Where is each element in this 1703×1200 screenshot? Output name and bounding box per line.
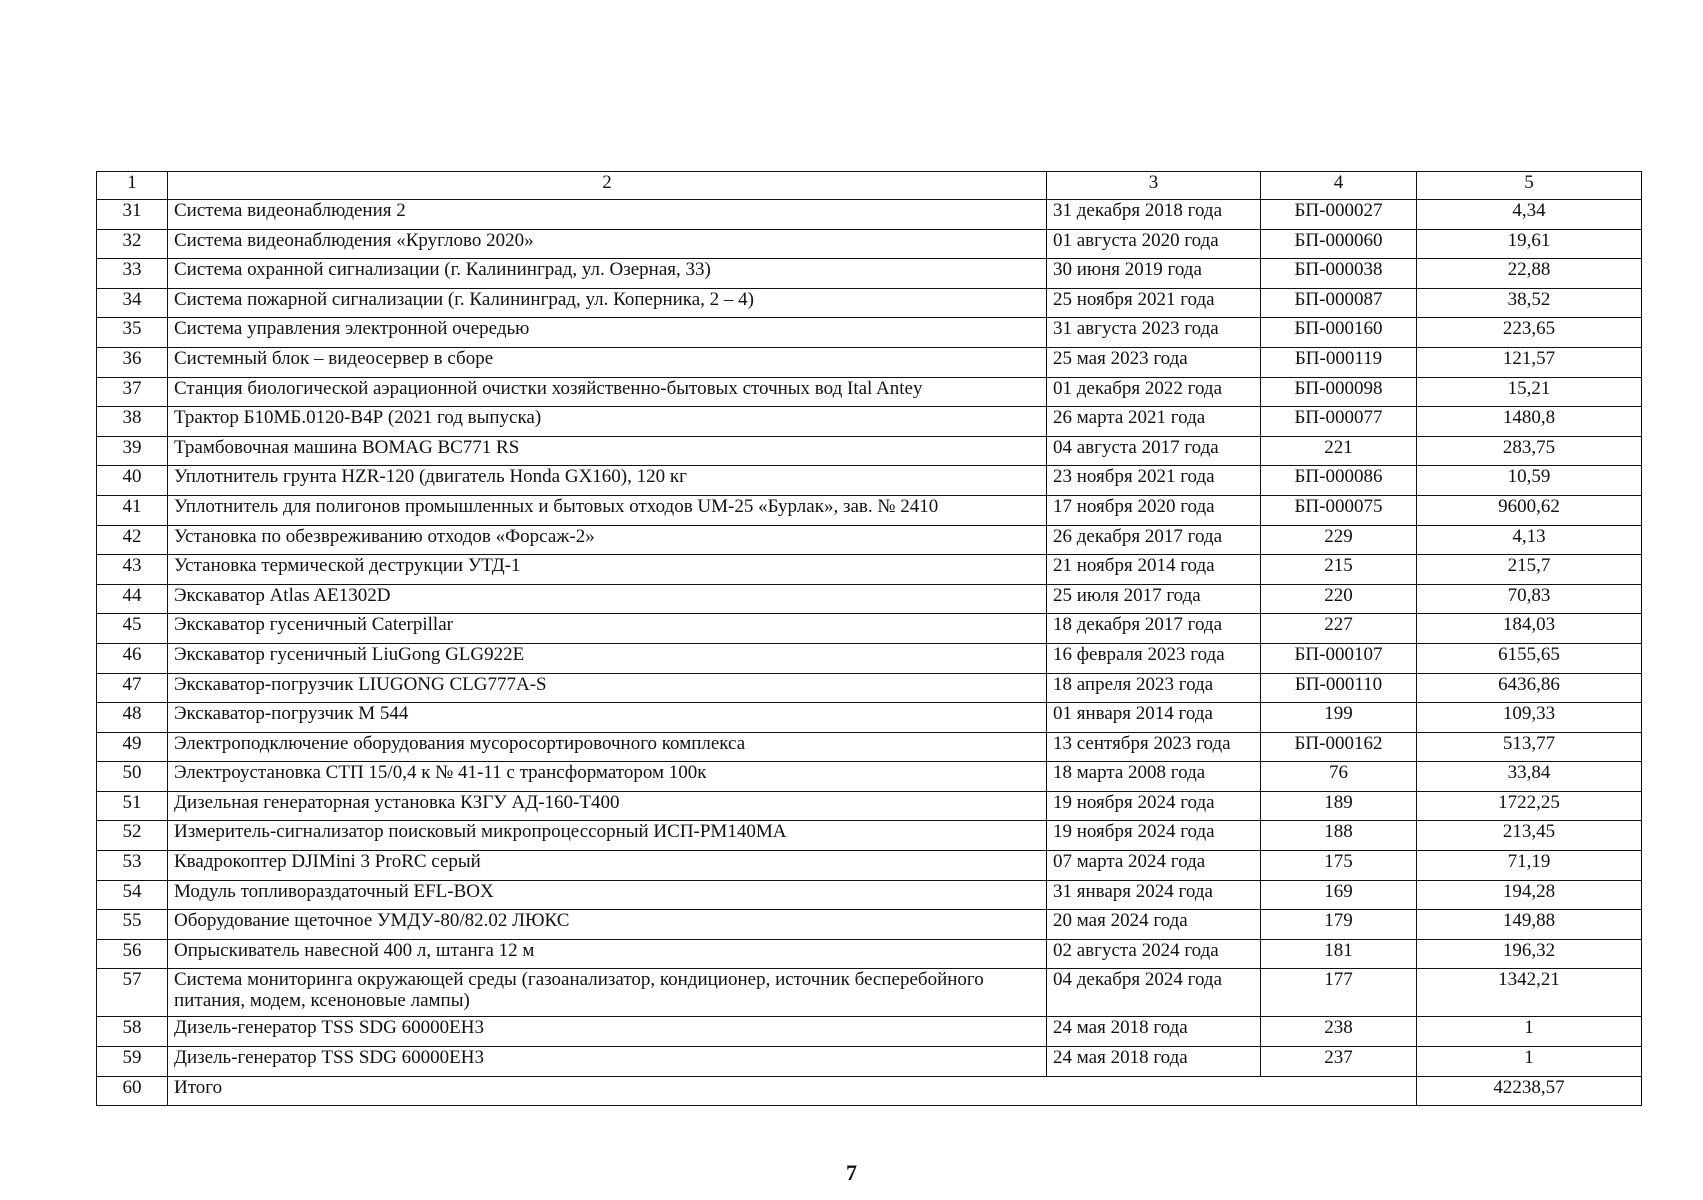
asset-name: Экскаватор Atlas AE1302D [168,584,1047,614]
row-number: 41 [97,495,168,525]
row-number: 39 [97,436,168,466]
amount: 223,65 [1417,318,1642,348]
amount: 1 [1417,1047,1642,1077]
inventory-number: 189 [1261,791,1417,821]
amount: 4,34 [1417,200,1642,230]
asset-name: Электроподключение оборудования мусоросортировочного комплекса [168,732,1047,762]
header-cell: 5 [1417,172,1642,200]
acquisition-date: 25 ноября 2021 года [1047,288,1261,318]
table-row [97,259,1642,289]
table-body [97,200,1642,1077]
asset-name: Система видеонаблюдения «Круглово 2020» [168,229,1047,259]
table-row [97,347,1642,377]
total-label: Итого [168,1076,1417,1106]
acquisition-date: 23 ноября 2021 года [1047,466,1261,496]
header-cell: 4 [1261,172,1417,200]
inventory-number: 238 [1261,1017,1417,1047]
acquisition-date: 18 марта 2008 года [1047,762,1261,792]
amount: 194,28 [1417,880,1642,910]
acquisition-date: 17 ноября 2020 года [1047,495,1261,525]
acquisition-date: 31 декабря 2018 года [1047,200,1261,230]
acquisition-date: 25 июля 2017 года [1047,584,1261,614]
table-row [97,821,1642,851]
table-row [97,525,1642,555]
row-number: 42 [97,525,168,555]
acquisition-date: 18 апреля 2023 года [1047,673,1261,703]
acquisition-date: 16 февраля 2023 года [1047,643,1261,673]
amount: 1480,8 [1417,407,1642,437]
acquisition-date: 19 ноября 2024 года [1047,791,1261,821]
asset-name: Квадрокоптер DJIMini 3 ProRC серый [168,851,1047,881]
amount: 33,84 [1417,762,1642,792]
inventory-number: БП-000119 [1261,347,1417,377]
asset-name: Установка термической деструкции УТД-1 [168,555,1047,585]
acquisition-date: 31 августа 2023 года [1047,318,1261,348]
amount: 283,75 [1417,436,1642,466]
table-row [97,288,1642,318]
asset-name: Дизельная генераторная установка КЗГУ АД-160-Т400 [168,791,1047,821]
amount: 70,83 [1417,584,1642,614]
asset-name: Системный блок – видеосервер в сборе [168,347,1047,377]
asset-name: Система управления электронной очередью [168,318,1047,348]
row-number: 54 [97,880,168,910]
amount: 184,03 [1417,614,1642,644]
table-row [97,407,1642,437]
asset-table [96,171,1642,1106]
amount: 213,45 [1417,821,1642,851]
acquisition-date: 04 августа 2017 года [1047,436,1261,466]
asset-name: Экскаватор-погрузчик М 544 [168,703,1047,733]
table-row [97,200,1642,230]
inventory-number: БП-000160 [1261,318,1417,348]
row-number: 34 [97,288,168,318]
asset-name: Дизель-генератор TSS SDG 60000EH3 [168,1017,1047,1047]
acquisition-date: 01 декабря 2022 года [1047,377,1261,407]
table-row [97,732,1642,762]
inventory-number: 237 [1261,1047,1417,1077]
inventory-number: БП-000038 [1261,259,1417,289]
row-number: 57 [97,969,168,1017]
table-row [97,910,1642,940]
table-row [97,377,1642,407]
amount: 9600,62 [1417,495,1642,525]
table-row [97,466,1642,496]
asset-name: Установка по обезвреживанию отходов «Форсаж-2» [168,525,1047,555]
table-row [97,643,1642,673]
total-row-number: 60 [97,1076,168,1106]
row-number: 47 [97,673,168,703]
amount: 196,32 [1417,939,1642,969]
amount: 1 [1417,1017,1642,1047]
inventory-number: 76 [1261,762,1417,792]
inventory-number: 227 [1261,614,1417,644]
row-number: 35 [97,318,168,348]
table-row [97,851,1642,881]
inventory-number: 179 [1261,910,1417,940]
asset-name: Экскаватор гусеничный LiuGong GLG922E [168,643,1047,673]
amount: 4,13 [1417,525,1642,555]
table-row [97,762,1642,792]
asset-name: Система мониторинга окружающей среды (газоанализатор, кондиционер, источник бесперебойного питания, модем, ксеноновые лампы) [168,969,1047,1017]
amount: 71,19 [1417,851,1642,881]
inventory-number: БП-000075 [1261,495,1417,525]
inventory-number: БП-000077 [1261,407,1417,437]
acquisition-date: 13 сентября 2023 года [1047,732,1261,762]
amount: 215,7 [1417,555,1642,585]
row-number: 59 [97,1047,168,1077]
table-row [97,584,1642,614]
table-row [97,614,1642,644]
table-row [97,229,1642,259]
asset-name: Станция биологической аэрационной очистки хозяйственно-бытовых сточных вод Ital Antey [168,377,1047,407]
row-number: 58 [97,1017,168,1047]
row-number: 51 [97,791,168,821]
amount: 15,21 [1417,377,1642,407]
asset-name: Дизель-генератор TSS SDG 60000EH3 [168,1047,1047,1077]
asset-name: Оборудование щеточное УМДУ-80/82.02 ЛЮКС [168,910,1047,940]
acquisition-date: 18 декабря 2017 года [1047,614,1261,644]
amount: 1722,25 [1417,791,1642,821]
table-row [97,880,1642,910]
acquisition-date: 25 мая 2023 года [1047,347,1261,377]
table-row [97,1047,1642,1077]
row-number: 43 [97,555,168,585]
table-row [97,1017,1642,1047]
amount: 19,61 [1417,229,1642,259]
table-row [97,318,1642,348]
amount: 513,77 [1417,732,1642,762]
inventory-number: 215 [1261,555,1417,585]
acquisition-date: 19 ноября 2024 года [1047,821,1261,851]
row-number: 46 [97,643,168,673]
acquisition-date: 20 мая 2024 года [1047,910,1261,940]
asset-name: Уплотнитель для полигонов промышленных и бытовых отходов UM-25 «Бурлак», зав. № 2410 [168,495,1047,525]
acquisition-date: 26 декабря 2017 года [1047,525,1261,555]
inventory-number: 188 [1261,821,1417,851]
amount: 10,59 [1417,466,1642,496]
total-amount: 42238,57 [1417,1076,1642,1106]
inventory-number: БП-000027 [1261,200,1417,230]
inventory-number: БП-000098 [1261,377,1417,407]
table-row [97,495,1642,525]
row-number: 52 [97,821,168,851]
acquisition-date: 02 августа 2024 года [1047,939,1261,969]
table-row [97,555,1642,585]
amount: 1342,21 [1417,969,1642,1017]
asset-name: Система пожарной сигнализации (г. Калининград, ул. Коперника, 2 – 4) [168,288,1047,318]
asset-name: Трамбовочная машина BOMAG BC771 RS [168,436,1047,466]
row-number: 53 [97,851,168,881]
inventory-number: 175 [1261,851,1417,881]
asset-name: Трактор Б10МБ.0120-В4Р (2021 год выпуска) [168,407,1047,437]
acquisition-date: 24 мая 2018 года [1047,1047,1261,1077]
header-cell: 3 [1047,172,1261,200]
inventory-number: БП-000107 [1261,643,1417,673]
inventory-number: 199 [1261,703,1417,733]
asset-name: Измеритель-сигнализатор поисковый микропроцессорный ИСП-РМ140МА [168,821,1047,851]
asset-name: Система охранной сигнализации (г. Калининград, ул. Озерная, 33) [168,259,1047,289]
acquisition-date: 01 августа 2020 года [1047,229,1261,259]
row-number: 45 [97,614,168,644]
inventory-number: БП-000060 [1261,229,1417,259]
table-row [97,673,1642,703]
amount: 109,33 [1417,703,1642,733]
row-number: 36 [97,347,168,377]
acquisition-date: 26 марта 2021 года [1047,407,1261,437]
asset-name: Экскаватор гусеничный Caterpillar [168,614,1047,644]
acquisition-date: 21 ноября 2014 года [1047,555,1261,585]
asset-name: Опрыскиватель навесной 400 л, штанга 12 м [168,939,1047,969]
asset-name: Уплотнитель грунта HZR-120 (двигатель Honda GX160), 120 кг [168,466,1047,496]
table-row [97,791,1642,821]
header-cell: 2 [168,172,1047,200]
asset-name: Электроустановка СТП 15/0,4 к № 41-11 с трансформатором 100к [168,762,1047,792]
inventory-number: БП-000162 [1261,732,1417,762]
row-number: 49 [97,732,168,762]
asset-name: Модуль топливораздаточный EFL-BOX [168,880,1047,910]
row-number: 55 [97,910,168,940]
inventory-number: 221 [1261,436,1417,466]
acquisition-date: 01 января 2014 года [1047,703,1261,733]
acquisition-date: 30 июня 2019 года [1047,259,1261,289]
table-row [97,436,1642,466]
inventory-number: БП-000086 [1261,466,1417,496]
acquisition-date: 31 января 2024 года [1047,880,1261,910]
row-number: 44 [97,584,168,614]
header-row [97,172,1642,200]
asset-name: Экскаватор-погрузчик LIUGONG CLG777A-S [168,673,1047,703]
inventory-number: 229 [1261,525,1417,555]
header-cell: 1 [97,172,168,200]
row-number: 37 [97,377,168,407]
row-number: 48 [97,703,168,733]
inventory-number: 177 [1261,969,1417,1017]
acquisition-date: 07 марта 2024 года [1047,851,1261,881]
table-row [97,703,1642,733]
asset-name: Система видеонаблюдения 2 [168,200,1047,230]
row-number: 40 [97,466,168,496]
amount: 121,57 [1417,347,1642,377]
amount: 149,88 [1417,910,1642,940]
page-number: 7 [846,1160,857,1185]
inventory-number: БП-000087 [1261,288,1417,318]
row-number: 50 [97,762,168,792]
amount: 6155,65 [1417,643,1642,673]
row-number: 38 [97,407,168,437]
acquisition-date: 04 декабря 2024 года [1047,969,1261,1017]
row-number: 56 [97,939,168,969]
row-number: 33 [97,259,168,289]
row-number: 32 [97,229,168,259]
amount: 22,88 [1417,259,1642,289]
amount: 6436,86 [1417,673,1642,703]
table-row [97,939,1642,969]
inventory-number: БП-000110 [1261,673,1417,703]
total-row [97,1076,1642,1106]
inventory-number: 181 [1261,939,1417,969]
acquisition-date: 24 мая 2018 года [1047,1017,1261,1047]
table-row [97,969,1642,1017]
inventory-number: 169 [1261,880,1417,910]
row-number: 31 [97,200,168,230]
amount: 38,52 [1417,288,1642,318]
inventory-number: 220 [1261,584,1417,614]
